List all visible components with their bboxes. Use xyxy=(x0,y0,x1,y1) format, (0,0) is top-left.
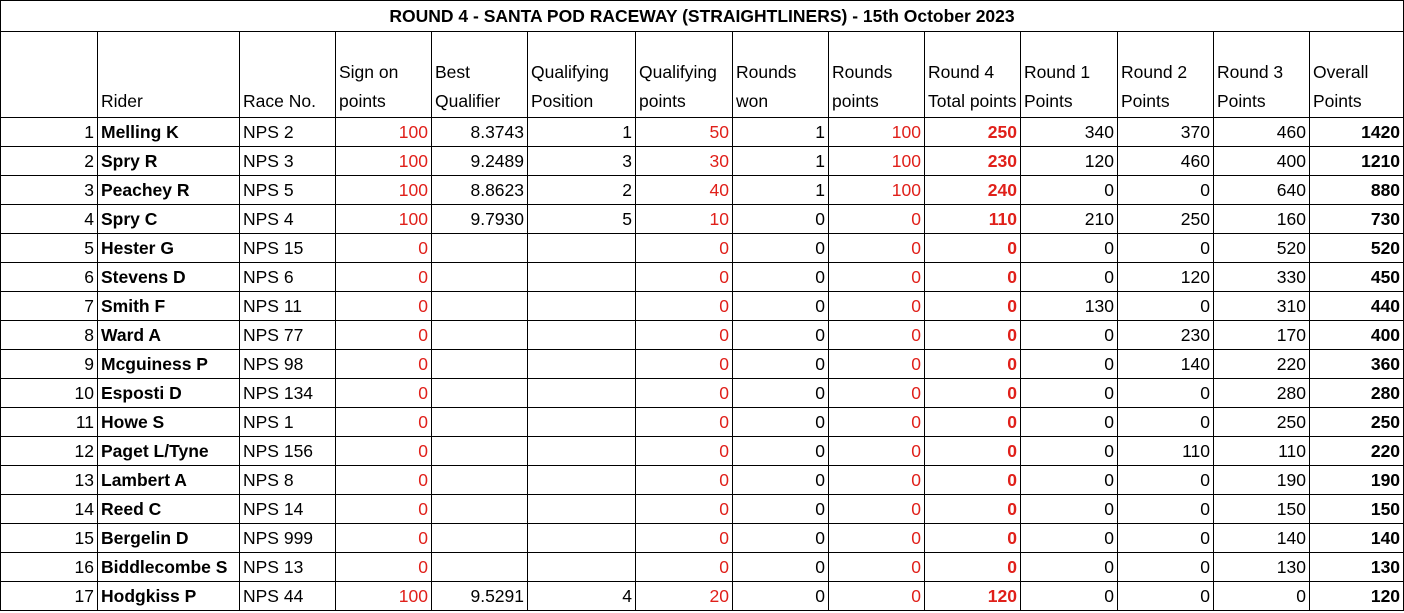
sign-on-points-cell: 0 xyxy=(336,408,432,437)
rounds-won-header: Rounds won xyxy=(733,32,829,118)
round3-points-cell: 170 xyxy=(1214,321,1310,350)
round2-points-header: Round 2 Points xyxy=(1118,32,1214,118)
qualifying-position-cell: 2 xyxy=(528,176,636,205)
sign-on-points-cell: 0 xyxy=(336,437,432,466)
qualifying-points-cell: 0 xyxy=(636,466,733,495)
sign-on-points-cell: 100 xyxy=(336,205,432,234)
table-row xyxy=(1,147,1404,176)
rounds-points-cell: 100 xyxy=(829,118,925,147)
round2-points-cell: 0 xyxy=(1118,292,1214,321)
qualifying-points-cell: 10 xyxy=(636,205,733,234)
qualifying-points-cell: 0 xyxy=(636,292,733,321)
qualifying-position-cell xyxy=(528,437,636,466)
round4-total-cell: 0 xyxy=(925,437,1021,466)
race-no-cell: NPS 77 xyxy=(240,321,336,350)
best-qualifier-cell xyxy=(432,263,528,292)
round2-points-cell: 0 xyxy=(1118,524,1214,553)
round3-points-cell: 520 xyxy=(1214,234,1310,263)
rounds-won-cell: 0 xyxy=(733,321,829,350)
rider-cell: Ward A xyxy=(98,321,240,350)
rounds-points-cell: 0 xyxy=(829,292,925,321)
position-cell: 2 xyxy=(1,147,98,176)
qualifying-points-cell: 30 xyxy=(636,147,733,176)
sign-on-points-cell: 0 xyxy=(336,234,432,263)
rounds-won-cell: 0 xyxy=(733,205,829,234)
race-no-header: Race No. xyxy=(240,32,336,118)
qualifying-position-cell xyxy=(528,350,636,379)
rider-cell: Esposti D xyxy=(98,379,240,408)
qualifying-position-cell xyxy=(528,495,636,524)
round1-points-cell: 0 xyxy=(1021,582,1118,611)
rounds-won-cell: 0 xyxy=(733,234,829,263)
qualifying-position-cell: 3 xyxy=(528,147,636,176)
rounds-won-cell: 0 xyxy=(733,524,829,553)
rounds-points-cell: 0 xyxy=(829,495,925,524)
overall-points-cell: 730 xyxy=(1310,205,1404,234)
best-qualifier-cell xyxy=(432,379,528,408)
round4-total-cell: 0 xyxy=(925,350,1021,379)
round3-points-cell: 330 xyxy=(1214,263,1310,292)
best-qualifier-cell xyxy=(432,234,528,263)
best-qualifier-cell: 9.2489 xyxy=(432,147,528,176)
round3-points-cell: 150 xyxy=(1214,495,1310,524)
rider-header: Rider xyxy=(98,32,240,118)
table-row xyxy=(1,582,1404,611)
round3-points-cell: 220 xyxy=(1214,350,1310,379)
round1-points-cell: 0 xyxy=(1021,379,1118,408)
rider-cell: Bergelin D xyxy=(98,524,240,553)
rounds-won-cell: 0 xyxy=(733,466,829,495)
rounds-points-cell: 0 xyxy=(829,408,925,437)
round3-points-cell: 110 xyxy=(1214,437,1310,466)
round4-total-cell: 240 xyxy=(925,176,1021,205)
position-cell: 17 xyxy=(1,582,98,611)
round4-total-cell: 0 xyxy=(925,466,1021,495)
position-cell: 9 xyxy=(1,350,98,379)
qualifying-points-cell: 0 xyxy=(636,379,733,408)
rounds-won-cell: 1 xyxy=(733,176,829,205)
best-qualifier-cell xyxy=(432,466,528,495)
round4-total-cell: 110 xyxy=(925,205,1021,234)
position-cell: 10 xyxy=(1,379,98,408)
qualifying-position-cell xyxy=(528,292,636,321)
round1-points-cell: 0 xyxy=(1021,466,1118,495)
round2-points-cell: 250 xyxy=(1118,205,1214,234)
table-row xyxy=(1,408,1404,437)
rider-cell: Reed C xyxy=(98,495,240,524)
position-cell: 6 xyxy=(1,263,98,292)
qualifying-position-cell xyxy=(528,321,636,350)
position-header xyxy=(1,32,98,118)
best-qualifier-cell xyxy=(432,553,528,582)
race-no-cell: NPS 15 xyxy=(240,234,336,263)
race-no-cell: NPS 8 xyxy=(240,466,336,495)
round4-total-cell: 0 xyxy=(925,495,1021,524)
round2-points-cell: 120 xyxy=(1118,263,1214,292)
qualifying-position-cell xyxy=(528,466,636,495)
best-qualifier-cell: 9.7930 xyxy=(432,205,528,234)
best-qualifier-cell xyxy=(432,292,528,321)
best-qualifier-cell xyxy=(432,321,528,350)
round4-total-cell: 0 xyxy=(925,408,1021,437)
best-qualifier-cell xyxy=(432,350,528,379)
overall-points-cell: 450 xyxy=(1310,263,1404,292)
overall-points-cell: 440 xyxy=(1310,292,1404,321)
table-row xyxy=(1,176,1404,205)
table-row xyxy=(1,350,1404,379)
round3-points-cell: 280 xyxy=(1214,379,1310,408)
round2-points-cell: 460 xyxy=(1118,147,1214,176)
qualifying-position-cell xyxy=(528,379,636,408)
table-row xyxy=(1,234,1404,263)
best-qualifier-cell xyxy=(432,408,528,437)
round1-points-header: Round 1 Points xyxy=(1021,32,1118,118)
qualifying-points-header: Qualifying points xyxy=(636,32,733,118)
position-cell: 1 xyxy=(1,118,98,147)
rider-cell: Stevens D xyxy=(98,263,240,292)
table-row xyxy=(1,263,1404,292)
round2-points-cell: 0 xyxy=(1118,466,1214,495)
overall-points-cell: 250 xyxy=(1310,408,1404,437)
table-row xyxy=(1,379,1404,408)
round4-total-cell: 0 xyxy=(925,553,1021,582)
qualifying-position-cell xyxy=(528,234,636,263)
position-cell: 4 xyxy=(1,205,98,234)
race-no-cell: NPS 13 xyxy=(240,553,336,582)
round3-points-cell: 190 xyxy=(1214,466,1310,495)
round1-points-cell: 0 xyxy=(1021,350,1118,379)
qualifying-position-header: Qualifying Position xyxy=(528,32,636,118)
round4-total-cell: 0 xyxy=(925,524,1021,553)
sign-on-points-cell: 100 xyxy=(336,118,432,147)
race-no-cell: NPS 156 xyxy=(240,437,336,466)
round1-points-cell: 0 xyxy=(1021,234,1118,263)
round2-points-cell: 230 xyxy=(1118,321,1214,350)
round1-points-cell: 0 xyxy=(1021,263,1118,292)
qualifying-points-cell: 0 xyxy=(636,263,733,292)
qualifying-points-cell: 20 xyxy=(636,582,733,611)
round3-points-cell: 250 xyxy=(1214,408,1310,437)
round2-points-cell: 0 xyxy=(1118,582,1214,611)
round2-points-cell: 0 xyxy=(1118,176,1214,205)
round3-points-header: Round 3 Points xyxy=(1214,32,1310,118)
table-row xyxy=(1,495,1404,524)
sign-on-points-cell: 100 xyxy=(336,176,432,205)
sign-on-points-cell: 100 xyxy=(336,147,432,176)
qualifying-position-cell: 4 xyxy=(528,582,636,611)
best-qualifier-header: Best Qualifier xyxy=(432,32,528,118)
rounds-points-cell: 0 xyxy=(829,466,925,495)
round2-points-cell: 0 xyxy=(1118,408,1214,437)
sign-on-points-header: Sign on points xyxy=(336,32,432,118)
overall-points-cell: 120 xyxy=(1310,582,1404,611)
rounds-won-cell: 0 xyxy=(733,437,829,466)
round2-points-cell: 0 xyxy=(1118,495,1214,524)
overall-points-cell: 520 xyxy=(1310,234,1404,263)
table-row xyxy=(1,205,1404,234)
rider-cell: Mcguiness P xyxy=(98,350,240,379)
position-cell: 5 xyxy=(1,234,98,263)
sign-on-points-cell: 0 xyxy=(336,350,432,379)
round3-points-cell: 0 xyxy=(1214,582,1310,611)
round1-points-cell: 0 xyxy=(1021,321,1118,350)
rider-cell: Melling K xyxy=(98,118,240,147)
rider-cell: Hester G xyxy=(98,234,240,263)
qualifying-points-cell: 40 xyxy=(636,176,733,205)
race-no-cell: NPS 3 xyxy=(240,147,336,176)
round1-points-cell: 0 xyxy=(1021,524,1118,553)
round3-points-cell: 130 xyxy=(1214,553,1310,582)
overall-points-cell: 140 xyxy=(1310,524,1404,553)
best-qualifier-cell: 8.3743 xyxy=(432,118,528,147)
sign-on-points-cell: 100 xyxy=(336,582,432,611)
rounds-points-cell: 0 xyxy=(829,205,925,234)
race-no-cell: NPS 5 xyxy=(240,176,336,205)
round4-total-cell: 0 xyxy=(925,379,1021,408)
overall-points-cell: 360 xyxy=(1310,350,1404,379)
rounds-points-cell: 0 xyxy=(829,582,925,611)
race-no-cell: NPS 4 xyxy=(240,205,336,234)
table-row xyxy=(1,292,1404,321)
overall-points-cell: 130 xyxy=(1310,553,1404,582)
rounds-won-cell: 0 xyxy=(733,263,829,292)
rounds-points-cell: 0 xyxy=(829,234,925,263)
qualifying-position-cell xyxy=(528,553,636,582)
sign-on-points-cell: 0 xyxy=(336,553,432,582)
round1-points-cell: 0 xyxy=(1021,176,1118,205)
rounds-points-cell: 0 xyxy=(829,437,925,466)
best-qualifier-cell: 8.8623 xyxy=(432,176,528,205)
race-no-cell: NPS 6 xyxy=(240,263,336,292)
table-row xyxy=(1,321,1404,350)
rounds-won-cell: 0 xyxy=(733,350,829,379)
round3-points-cell: 460 xyxy=(1214,118,1310,147)
rider-cell: Peachey R xyxy=(98,176,240,205)
round1-points-cell: 0 xyxy=(1021,553,1118,582)
qualifying-position-cell xyxy=(528,263,636,292)
round1-points-cell: 0 xyxy=(1021,495,1118,524)
overall-points-cell: 1210 xyxy=(1310,147,1404,176)
table-row xyxy=(1,466,1404,495)
sign-on-points-cell: 0 xyxy=(336,292,432,321)
qualifying-position-cell: 1 xyxy=(528,118,636,147)
round3-points-cell: 640 xyxy=(1214,176,1310,205)
overall-points-cell: 150 xyxy=(1310,495,1404,524)
race-no-cell: NPS 44 xyxy=(240,582,336,611)
qualifying-points-cell: 0 xyxy=(636,350,733,379)
race-no-cell: NPS 1 xyxy=(240,408,336,437)
position-cell: 14 xyxy=(1,495,98,524)
race-no-cell: NPS 134 xyxy=(240,379,336,408)
round4-total-cell: 0 xyxy=(925,263,1021,292)
qualifying-points-cell: 0 xyxy=(636,495,733,524)
rider-cell: Spry C xyxy=(98,205,240,234)
qualifying-position-cell xyxy=(528,524,636,553)
best-qualifier-cell: 9.5291 xyxy=(432,582,528,611)
rounds-points-cell: 0 xyxy=(829,321,925,350)
race-no-cell: NPS 999 xyxy=(240,524,336,553)
round4-total-cell: 120 xyxy=(925,582,1021,611)
rounds-won-cell: 1 xyxy=(733,118,829,147)
sign-on-points-cell: 0 xyxy=(336,524,432,553)
round2-points-cell: 0 xyxy=(1118,234,1214,263)
rider-cell: Paget L/Tyne xyxy=(98,437,240,466)
race-no-cell: NPS 98 xyxy=(240,350,336,379)
round3-points-cell: 400 xyxy=(1214,147,1310,176)
round4-total-cell: 250 xyxy=(925,118,1021,147)
round2-points-cell: 0 xyxy=(1118,379,1214,408)
rounds-points-cell: 0 xyxy=(829,379,925,408)
qualifying-points-cell: 0 xyxy=(636,437,733,466)
position-cell: 7 xyxy=(1,292,98,321)
round1-points-cell: 130 xyxy=(1021,292,1118,321)
qualifying-points-cell: 0 xyxy=(636,234,733,263)
round4-total-cell: 230 xyxy=(925,147,1021,176)
best-qualifier-cell xyxy=(432,437,528,466)
sign-on-points-cell: 0 xyxy=(336,495,432,524)
position-cell: 16 xyxy=(1,553,98,582)
overall-points-cell: 400 xyxy=(1310,321,1404,350)
overall-points-cell: 880 xyxy=(1310,176,1404,205)
position-cell: 12 xyxy=(1,437,98,466)
table-row xyxy=(1,553,1404,582)
position-cell: 3 xyxy=(1,176,98,205)
round2-points-cell: 370 xyxy=(1118,118,1214,147)
position-cell: 11 xyxy=(1,408,98,437)
qualifying-points-cell: 0 xyxy=(636,408,733,437)
overall-points-cell: 190 xyxy=(1310,466,1404,495)
qualifying-position-cell: 5 xyxy=(528,205,636,234)
rider-cell: Smith F xyxy=(98,292,240,321)
sign-on-points-cell: 0 xyxy=(336,263,432,292)
race-no-cell: NPS 2 xyxy=(240,118,336,147)
round3-points-cell: 140 xyxy=(1214,524,1310,553)
round1-points-cell: 0 xyxy=(1021,437,1118,466)
table-row xyxy=(1,118,1404,147)
rounds-won-cell: 0 xyxy=(733,582,829,611)
round2-points-cell: 110 xyxy=(1118,437,1214,466)
round4-total-header: Round 4 Total points xyxy=(925,32,1021,118)
round2-points-cell: 0 xyxy=(1118,553,1214,582)
race-no-cell: NPS 11 xyxy=(240,292,336,321)
best-qualifier-cell xyxy=(432,524,528,553)
round2-points-cell: 140 xyxy=(1118,350,1214,379)
table-row xyxy=(1,437,1404,466)
rider-cell: Biddlecombe S xyxy=(98,553,240,582)
round1-points-cell: 340 xyxy=(1021,118,1118,147)
round1-points-cell: 0 xyxy=(1021,408,1118,437)
position-cell: 13 xyxy=(1,466,98,495)
qualifying-points-cell: 0 xyxy=(636,553,733,582)
rounds-points-cell: 0 xyxy=(829,524,925,553)
rounds-points-header: Rounds points xyxy=(829,32,925,118)
qualifying-position-cell xyxy=(528,408,636,437)
position-cell: 15 xyxy=(1,524,98,553)
rounds-points-cell: 100 xyxy=(829,147,925,176)
round4-total-cell: 0 xyxy=(925,292,1021,321)
rounds-points-cell: 0 xyxy=(829,553,925,582)
round4-total-cell: 0 xyxy=(925,234,1021,263)
rounds-won-cell: 0 xyxy=(733,408,829,437)
rounds-won-cell: 0 xyxy=(733,292,829,321)
overall-points-header: Overall Points xyxy=(1310,32,1404,118)
sign-on-points-cell: 0 xyxy=(336,321,432,350)
qualifying-points-cell: 0 xyxy=(636,524,733,553)
overall-points-cell: 280 xyxy=(1310,379,1404,408)
rider-cell: Lambert A xyxy=(98,466,240,495)
qualifying-points-cell: 0 xyxy=(636,321,733,350)
rounds-points-cell: 0 xyxy=(829,263,925,292)
overall-points-cell: 220 xyxy=(1310,437,1404,466)
overall-points-cell: 1420 xyxy=(1310,118,1404,147)
round4-total-cell: 0 xyxy=(925,321,1021,350)
rider-cell: Hodgkiss P xyxy=(98,582,240,611)
round3-points-cell: 310 xyxy=(1214,292,1310,321)
sign-on-points-cell: 0 xyxy=(336,466,432,495)
position-cell: 8 xyxy=(1,321,98,350)
rider-cell: Spry R xyxy=(98,147,240,176)
rounds-won-cell: 0 xyxy=(733,553,829,582)
sheet-title: ROUND 4 - SANTA POD RACEWAY (STRAIGHTLINERS) - 15th October 2023 xyxy=(1,1,1404,32)
race-no-cell: NPS 14 xyxy=(240,495,336,524)
table-body xyxy=(1,118,1404,611)
best-qualifier-cell xyxy=(432,495,528,524)
rounds-points-cell: 0 xyxy=(829,350,925,379)
rounds-won-cell: 1 xyxy=(733,147,829,176)
rounds-won-cell: 0 xyxy=(733,379,829,408)
rounds-points-cell: 100 xyxy=(829,176,925,205)
header-row xyxy=(1,32,1404,118)
round1-points-cell: 210 xyxy=(1021,205,1118,234)
rider-cell: Howe S xyxy=(98,408,240,437)
round3-points-cell: 160 xyxy=(1214,205,1310,234)
round1-points-cell: 120 xyxy=(1021,147,1118,176)
table-row xyxy=(1,524,1404,553)
qualifying-points-cell: 50 xyxy=(636,118,733,147)
sign-on-points-cell: 0 xyxy=(336,379,432,408)
rounds-won-cell: 0 xyxy=(733,495,829,524)
